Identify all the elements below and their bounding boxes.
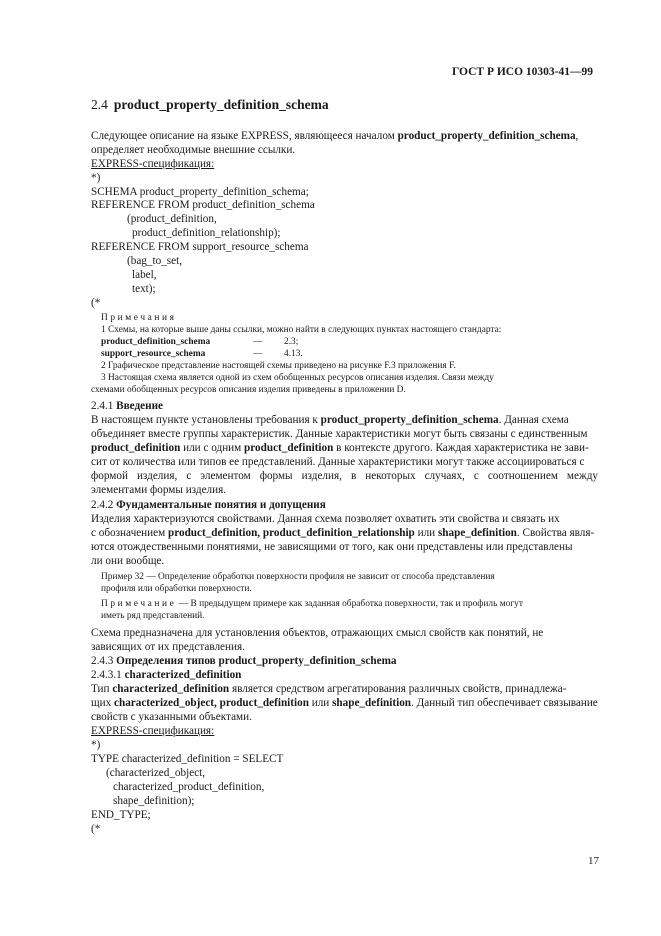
subsection-name: Фундаментальные понятия и допущения [116,499,326,511]
entity-name: product_definition [244,442,334,454]
subsection-heading-2-4-1 [91,399,163,413]
text: В настоящем пункте установлены требования к [91,414,321,426]
intro-schema-name: product_property_definition_schema [397,130,576,142]
text: в контексте другого. Каждая характеристика не зави- [333,442,589,454]
s2431-line-1 [91,682,566,696]
code-line: TYPE characterized_definition = SELECT [91,753,284,765]
ref-1-dash: — [253,337,263,347]
code-line: *) [91,172,101,184]
entity-name: product_definition [91,442,181,454]
code-line: REFERENCE FROM support_resource_schema [91,241,309,253]
text: . Свойства явля- [516,527,595,539]
note-line-2: иметь ряд представлений. [101,611,205,621]
ref-2-name: support_resource_schema [101,349,206,359]
subsection-number: 2.4.3 [91,655,114,667]
notes-title: Примечания [101,313,177,323]
text: является средством агрегатирования различных свойств, принадлежа- [229,683,567,695]
s241-line-4: сит от количества или типов ее представлений. Данные характеристики могут также ассоциироваться с [91,456,585,468]
code-line: (product_definition, [127,213,217,225]
example-32-line-2: профиля или обработки поверхности. [101,584,252,594]
ref-1-name: product_definition_schema [101,337,211,347]
entity-name: characterized_definition [112,683,230,695]
intro-line-2: определяет необходимые внешние ссылки. [91,144,296,156]
code-line: product_definition_relationship); [132,227,281,239]
text: или с одним [180,442,245,454]
code-line: (* [91,823,101,835]
subsection-heading-2-4-3-1 [91,668,241,682]
text: . Данный тип обеспечивает связывание [411,697,598,709]
subsection-heading-2-4-2 [91,498,326,512]
section-number: 2.4 [91,97,108,112]
express-spec-label-2: EXPRESS-спецификация: [91,725,215,737]
s241-line-6: элементами формы изделия. [91,484,227,496]
text: щих [91,697,114,709]
subsection-name: characterized_definition [124,669,242,681]
text: или [308,697,333,709]
s241-line-5 [91,469,598,483]
text: . Данная схема [498,414,569,426]
section-title [91,97,329,113]
example-32-line-1: Пример 32 — Определение обработки поверхности профиля не зависит от способа представления [101,572,495,582]
entity-name: shape_definition [437,527,517,539]
ref-2-dash: — [253,349,263,359]
s242-line-1: Изделия характеризуются свойствами. Данная схема позволяет охватить эти свойства и связать их [91,513,560,525]
note-line-1 [101,598,523,610]
entity-name: product_definition, product_definition_relationship [167,527,415,539]
code-line: label, [132,269,157,281]
entity-name: shape_definition [332,697,412,709]
text: Тип [91,683,113,695]
s242-para2-line-1: Схема предназначена для установления объектов, отражающих смысл свойств как понятий, не [91,627,544,639]
express-spec-label-1: EXPRESS-спецификация: [91,158,215,170]
s2431-line-3: свойств с указанными объектами. [91,711,252,723]
code-line: REFERENCE FROM product_definition_schema [91,199,315,211]
schema-name: product_property_definition_schema [320,414,499,426]
code-line: (* [91,297,101,309]
note-2: 2 Графическое представление настоящей схемы приведено на рисунке F.3 приложения F. [101,361,456,371]
section-name: product_property_definition_schema [113,97,329,112]
note-3-line-2: схемами обобщенных ресурсов описания изделия приведены в приложении D. [91,385,406,395]
s241-line-2: объединяет вместе группы характеристик. Данные характеристики могут быть связаны с единственным [91,428,588,440]
s242-line-4: ли они вообще. [91,555,165,567]
text: или [414,527,438,539]
s242-para2-line-2: зависящих от их представления. [91,641,245,653]
note-text: — В предыдущем примере как заданная обработка поверхности, так и профиль могут [176,599,523,609]
ref-1-value: 2.3; [284,337,299,347]
s241-line-1 [91,413,569,427]
s242-line-2 [91,526,594,540]
code-line: (bag_to_set, [127,255,182,267]
code-line: SCHEMA product_property_definition_schema; [91,186,309,198]
code-line: characterized_product_definition, [113,781,265,793]
subsection-heading-2-4-3 [91,654,396,668]
s241-line-5-text: формой изделия, с элементом формы изделия, в некоторых случаях, с соотношением между [91,470,598,482]
standard-header: ГОСТ Р ИСО 10303-41—99 [452,66,594,78]
code-line: text); [132,283,156,295]
note-label: Примечание [101,599,177,609]
code-line: *) [91,739,101,751]
note-3-line-1: 3 Настоящая схема является одной из схем обобщенных ресурсов описания изделия. Связи между [101,373,494,383]
text: с обозначением [91,527,168,539]
ref-2-value: 4.13. [284,349,303,359]
code-line: (characterized_object, [106,767,206,779]
s2431-line-2 [91,696,598,710]
s242-line-3: ются отождественными понятиями, не зависящими от того, как они представлены или представлены [91,541,573,553]
code-line: END_TYPE; [91,809,151,821]
intro-comma: , [575,130,579,142]
page-number: 17 [588,855,599,867]
s241-line-3 [91,441,589,455]
entity-name: characterized_object, product_definition [114,697,309,709]
note-1: 1 Схемы, на которые выше даны ссылки, можно найти в следующих пунктах настоящего стандарта: [101,325,502,335]
subsection-number: 2.4.3.1 [91,669,122,681]
intro-line-1 [91,129,578,143]
subsection-number: 2.4.2 [91,499,114,511]
subsection-name: Определения типов product_property_definition_schema [116,655,397,667]
subsection-name: Введение [116,400,163,412]
code-line: shape_definition); [113,795,195,807]
subsection-number: 2.4.1 [91,400,114,412]
intro-text: Следующее описание на языке EXPRESS, являющееся началом [91,130,398,142]
